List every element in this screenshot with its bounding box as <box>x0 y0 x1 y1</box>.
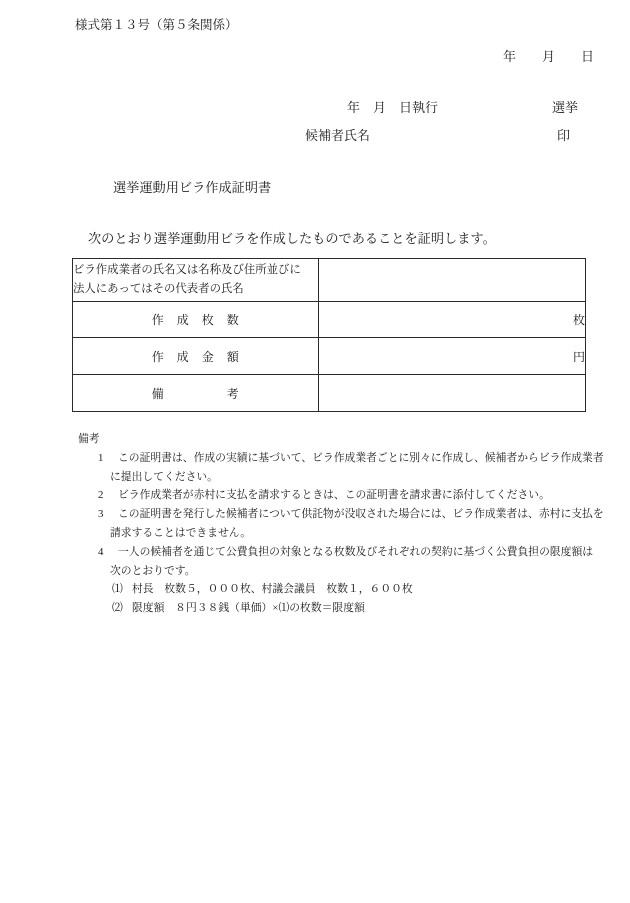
vendor-label-cell <box>73 259 319 302</box>
document-title: 選挙運動用ビラ作成証明書 <box>113 180 272 195</box>
vendor-value-cell <box>319 259 586 302</box>
candidate-name-label: 候補者氏名 <box>305 128 371 143</box>
vendor-label-line1: ビラ作成業者の氏名又は名称及び住所並びに <box>73 264 301 276</box>
table-row-sheets <box>73 302 586 338</box>
remarks-label-cell: 備 考 <box>73 375 319 412</box>
note-number: 2 <box>98 489 104 502</box>
note-item-1 <box>98 449 630 468</box>
sheets-label-cell: 作 成 枚 数 <box>73 302 319 338</box>
note-number: 1 <box>98 451 104 464</box>
note-text: 請求することはできません。 <box>110 526 252 539</box>
note-number: 3 <box>98 508 104 521</box>
sheets-value-cell <box>319 302 586 338</box>
amount-unit-label: 円 <box>572 349 585 364</box>
note-subitem-1 <box>112 580 630 599</box>
note-item-4 <box>98 543 630 562</box>
table-row-amount <box>73 338 586 375</box>
note-number: 4 <box>98 545 104 558</box>
note-text: ビラ作成業者が赤村に支払を請求するときは、この証明書を請求書に添付してください。 <box>118 489 550 502</box>
note-sub-number: ⑵ <box>112 602 123 615</box>
remarks-value-cell <box>319 375 586 412</box>
form-number: 様式第１３号（第５条関係） <box>75 18 238 32</box>
note-text: 限度額 ８円３８銭（単価）×⑴の枚数＝限度額 <box>132 602 365 615</box>
sheets-unit-label: 枚 <box>572 313 585 327</box>
notes-heading: 備考 <box>78 433 100 445</box>
note-item-3-continuation <box>110 524 630 543</box>
note-item-1-continuation <box>110 468 630 487</box>
note-item-3 <box>98 505 630 524</box>
date-line: 年 月 日 <box>502 49 594 64</box>
note-subitem-2 <box>112 599 630 618</box>
note-text: 村長 枚数５，０００枚、村議会議員 枚数１，６００枚 <box>132 583 413 596</box>
note-item-2 <box>98 486 630 505</box>
amount-value-cell <box>319 338 586 375</box>
note-item-4-continuation <box>110 562 630 581</box>
certificate-table <box>72 258 586 412</box>
notes-section <box>0 430 630 618</box>
vendor-label-line2: 法人にあってはその代表者の氏名 <box>73 283 244 295</box>
election-date-line: 年 月 日執行 <box>347 100 439 115</box>
note-text: に提出してください。 <box>110 470 218 483</box>
intro-sentence: 次のとおり選挙運動用ビラを作成したものであることを証明します。 <box>88 231 496 246</box>
seal-mark: 印 <box>557 128 571 143</box>
note-text: この証明書を発行した候補者について供託物が没収された場合には、ビラ作成業者は、赤村に支払を <box>118 508 604 521</box>
note-sub-number: ⑴ <box>112 583 123 596</box>
table-row-vendor <box>73 259 586 302</box>
note-text: 一人の候補者を通じて公費負担の対象となる枚数及びそれぞれの契約に基づく公費負担の限度額は <box>118 545 594 558</box>
amount-label-cell: 作 成 金 額 <box>73 338 319 375</box>
note-text: この証明書は、作成の実績に基づいて、ビラ作成業者ごとに別々に作成し、候補者からビラ作成業者 <box>118 451 604 464</box>
note-text: 次のとおりです。 <box>110 564 196 577</box>
election-label: 選挙 <box>552 100 579 115</box>
table-row-remarks <box>73 375 586 412</box>
